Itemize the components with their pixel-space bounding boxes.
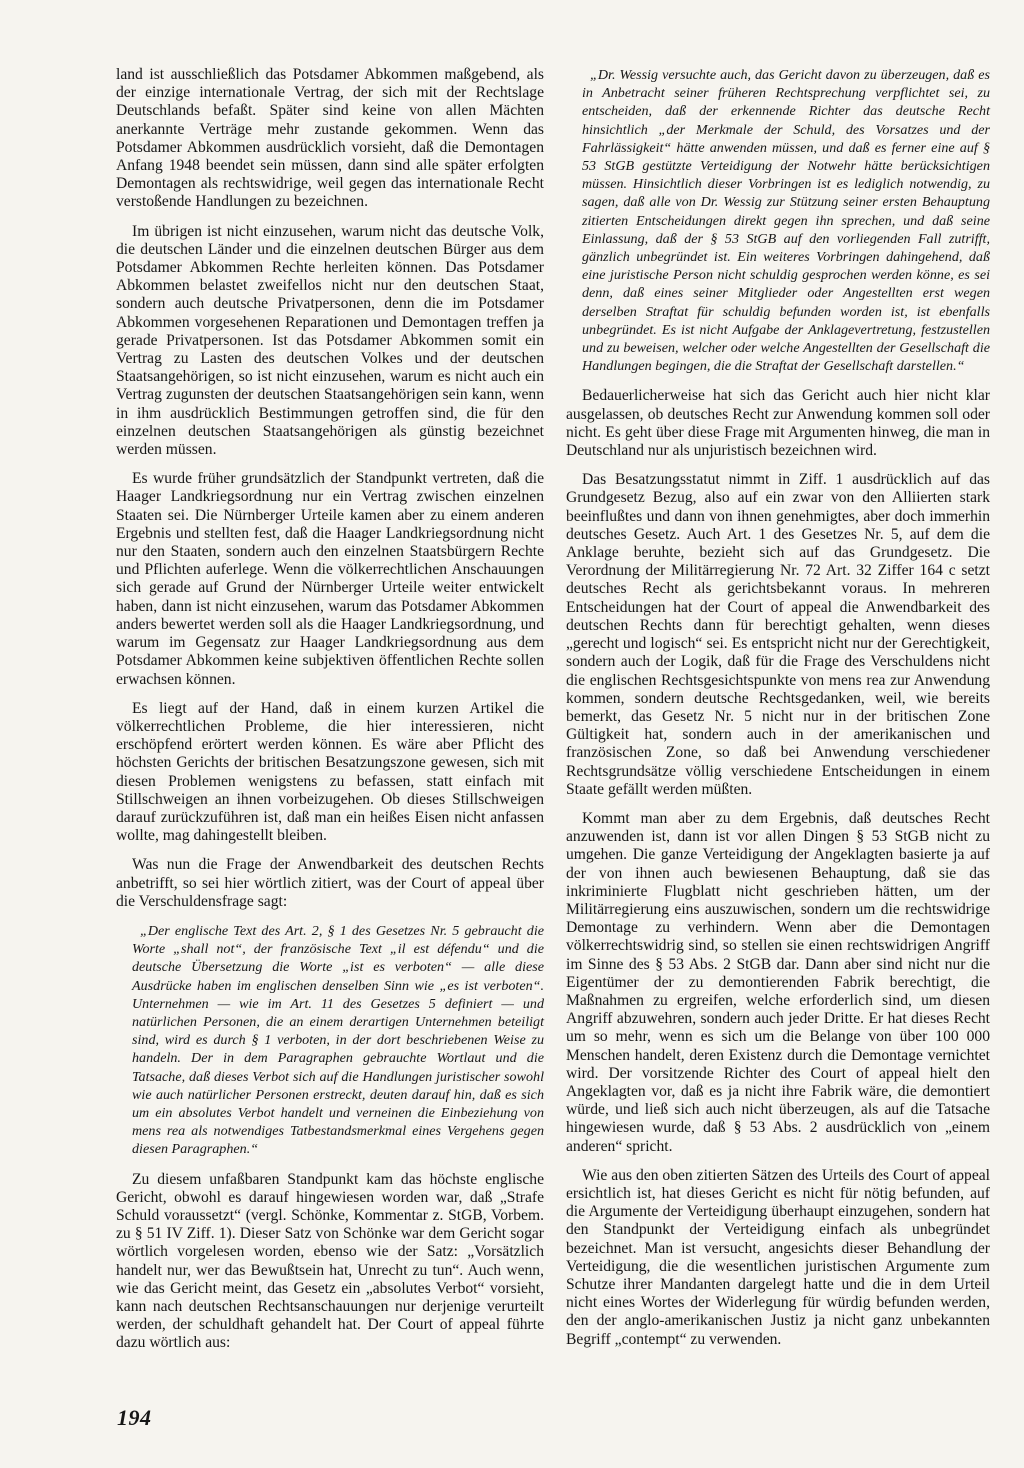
paragraph: Bedauerlicherweise hat sich das Gericht auch hier nicht klar ausgelassen, ob deutsches Recht zur Anwendung kommen soll oder nicht. Es geht über diese Frage mit Argumenten hinweg, die man in Deutschland nur als unjuristisch bezeichnen wird. xyxy=(566,387,990,460)
paragraph: Was nun die Frage der Anwendbarkeit des deutschen Rechts anbetrifft, so sei hier wörtlich zitiert, was der Court of appeal über die Verschuldensfrage sagt: xyxy=(116,856,544,910)
paragraph: Das Besatzungsstatut nimmt in Ziff. 1 ausdrücklich auf das Grundgesetz Bezug, also auf ein zwar von den Alliierten stark beeinflußtes und dann von ihnen genehmigtes, aber doch immerhin deutsches Gesetz. Auch Art. 1 des Gesetzes Nr. 5, auf dem die Anklage beruhte, bezieht sich auf das Grundgesetz. Die Verordnung der Militärregierung Nr. 72 Art. 32 Ziffer 164 c setzt deutsches Recht als gerichtsbekannt voraus. In mehreren Entscheidungen hat der Court of appeal die Anwendbarkeit des deutschen Rechts dann für berechtigt gehalten, wenn dieses „gerecht und logisch“ sei. Es entspricht nicht nur der Gerechtigkeit, sondern auch der Logik, daß für die Frage des Verschuldens nicht die englischen Rechtsgesichtspunkte von mens rea zur Anwendung kommen, sondern deutsche Rechtsgedanken, weil, wie bereits bemerkt, das Gesetz Nr. 5 nicht nur in der britischen Zone Gültigkeit hat, sondern auch in der amerikanischen und französischen Zone, so daß bei Anwendung verschiedener Rechtsgrundsätze völlig verschiedene Entscheidungen in einem Staate gefällt werden müßten. xyxy=(566,471,990,798)
paragraph: Im übrigen ist nicht einzusehen, warum nicht das deutsche Volk, die deutschen Länder und die einzelnen deutschen Bürger aus dem Potsdamer Abkommen Rechte herleiten können. Das Potsdamer Abkommen belastet zweifellos nicht nur den deutschen Staat, sondern auch deutsche Privatpersonen, denn die im Potsdamer Abkommen vorgesehenen Reparationen und Demontagen treffen ja gerade Privatpersonen. Ist das Potsdamer Abkommen somit ein Vertrag zu Lasten des deutschen Volkes und der deutschen Staatsangehörigen, so ist nicht einzusehen, warum es nicht auch ein Vertrag zugunsten der deutschen Staatsangehörigen sein kann, wenn in ihm ausdrücklich Bestimmungen getroffen sind, die für den einzelnen deutschen Staatsangehörigen als günstig bezeichnet werden müssen. xyxy=(116,222,544,459)
paragraph: Kommt man aber zu dem Ergebnis, daß deutsches Recht anzuwenden ist, dann ist vor allen Dingen § 53 StGB nicht zu umgehen. Die ganze Verteidigung der Angeklagten basierte ja auf der von ihnen auch bewiesenen Behauptung, daß sie das inkriminierte Flugblatt nicht geschrieben hätten, um der Militärregierung eins auszuwischen, sondern um die rechtswidrige Demontage zu verhindern. Wenn aber die Demontagen völkerrechtswidrig sind, so stellen sie einen rechtswidrigen Angriff im Sinne des § 53 Abs. 2 StGB dar. Dann aber sind nicht nur die Eigentümer der zu demontierenden Fabrik berechtigt, die Maßnahmen zu ergreifen, welche erforderlich sind, um diesen Angriff abzuwehren, sondern auch jeder Dritte. Er hat dieses Recht um so mehr, wenn es sich um die Belange von über 100 000 Menschen handelt, deren Existenz durch die Demontage vernichtet wird. Der vorsitzende Richter des Court of appeal hielt den Angeklagten vor, daß es ja nicht ihre Fabrik wäre, die demontiert würde, und ließ sich auch nicht überzeugen, als auf die Tatsache hingewiesen wurde, daß § 53 Abs. 2 ausdrücklich von „einem anderen“ spricht. xyxy=(566,809,990,1155)
paragraph: land ist ausschließlich das Potsdamer Abkommen maßgebend, als der einzige internationale Vertrag, der sich mit der Rechtslage Deutschlands befaßt. Später sind keine von allen Mächten anerkannte Verträge mehr zustande gekommen. Wenn das Potsdamer Abkommen ausdrücklich vorsieht, daß die Demontagen Anfang 1948 beendet sein müssen, dann sind alle später erfolgten Demontagen als rechtswidrige, weil gegen das internationale Recht verstoßende Handlungen zu bezeichnen. xyxy=(116,66,544,211)
right-column xyxy=(566,66,990,1360)
block-quote: „Dr. Wessig versuchte auch, das Gericht davon zu überzeugen, daß es in Anbetracht seiner früheren Rechtsprechung verpflichtet sei, zu entscheiden, daß der erkennende Richter das deutsche Recht hinsichtlich „der Merkmale der Schuld, des Vorsatzes und der Fahrlässigkeit“ hätte anwenden müssen, und daß es ferner eine auf § 53 StGB gestützte Verteidigung der Notwehr hätte berücksichtigen müssen. Hinsichtlich dieser Vorbringen ist es lediglich notwendig, zu sagen, daß alle von Dr. Wessig zur Stützung seiner ersten Behauptung zitierten Entscheidungen direkt gegen ihn sprechen, und daß seine Einlassung, daß der § 53 StGB auf den vorliegenden Fall zutrifft, gänzlich unbegründet ist. Ein weiteres Vorbringen dahingehend, daß eine juristische Person nicht schuldig gesprochen werden könne, es sei denn, daß eines seiner Mitglieder oder Angestellten erst wegen derselben Straftat für schuldig befunden worden ist, ist ebenfalls unbegründet. Es ist nicht Aufgabe der Anklagevertretung, festzustellen und zu beweisen, welcher oder welche Angestellten der Gesellschaft die Handlungen begingen, die die Straftat der Gesellschaft darstellen.“ xyxy=(582,67,990,375)
left-column xyxy=(116,66,544,1364)
paragraph: Wie aus den oben zitierten Sätzen des Urteils des Court of appeal ersichtlich ist, hat dieses Gericht es nicht für nötig befunden, auf die Argumente der Verteidigung überhaupt einzugehen, sondern hat den Standpunkt der Verteidigung einfach als unbegründet bezeichnet. Man ist versucht, angesichts dieser Behandlung der Verteidigung, die die wesentlichen juristischen Argumente zum Schutze ihrer Mandanten dargelegt hatte und die in dem Urteil nicht eines Wortes der Widerlegung für würdig befunden werden, den der anglo-amerikanischen Justiz ja nicht ganz unbekannten Begriff „contempt“ zu verwenden. xyxy=(566,1166,990,1348)
block-quote: „Der englische Text des Art. 2, § 1 des Gesetzes Nr. 5 gebraucht die Worte „shall not“, der französische Text „il est défendu“ und die deutsche Übersetzung die Worte „ist es verboten“ — alle diese Ausdrücke haben im englischen denselben Sinn wie „es ist verboten“. Unternehmen — wie im Art. 11 des Gesetzes 5 definiert — und natürlichen Personen, die an einem derartigen Unternehmen beteiligt sind, wird es durch § 1 verboten, in der dort beschriebenen Weise zu handeln. Der in dem Paragraphen gebrauchte Wortlaut und die Tatsache, daß dieses Verbot sich auf die Handlungen juristischer sowohl wie auch natürlicher Personen erstreckt, deuten darauf hin, daß es sich um ein absolutes Verbot handelt und verneinen die Einbeziehung von mens rea als notwendiges Tatbestandsmerkmal eines Vergehens gegen diesen Paragraphen.“ xyxy=(132,922,544,1158)
page-number: 194 xyxy=(117,1405,152,1430)
paragraph: Es liegt auf der Hand, daß in einem kurzen Artikel die völkerrechtlichen Probleme, die hier interessieren, nicht erschöpfend erörtert werden können. Es wäre aber Pflicht des höchsten Gerichts der britischen Besatzungszone gewesen, sich mit diesen Problemen wenigstens zu befassen, statt einfach mit Stillschweigen an ihnen vorbeizugehen. Ob dieses Stillschweigen darauf zurückzuführen ist, daß man ein heißes Eisen nicht anfassen wollte, mag dahingestellt bleiben. xyxy=(116,699,544,845)
paragraph: Zu diesem unfaßbaren Standpunkt kam das höchste englische Gericht, obwohl es darauf hingewiesen worden war, daß „Strafe Schuld voraussetzt“ (vergl. Schönke, Kommentar z. StGB, Vorbem. zu § 51 IV Ziff. 1). Dieser Satz von Schönke war dem Gericht sogar wörtlich vorgelesen worden, ebenso wie der Satz: „Vorsätzlich handelt nur, wer das Bewußtsein hat, Unrecht zu tun“. Auch wenn, wie das Gericht meint, das Gesetz ein „absolutes Verbot“ vorsieht, kann nach deutschen Rechtsanschauungen nur derjenige verurteilt werden, der schuldhaft gehandelt hat. Der Court of appeal führte dazu wörtlich aus: xyxy=(116,1170,544,1352)
paragraph: Es wurde früher grundsätzlich der Standpunkt vertreten, daß die Haager Landkriegsordnung nur ein Vertrag zwischen einzelnen Staaten sei. Die Nürnberger Urteile kamen aber zu einem anderen Ergebnis und stellten fest, daß die Haager Landkriegsordnung nicht nur den Staaten, sondern auch den einzelnen Staatsbürgern Rechte und Pflichten auferlege. Wenn die völkerrechtlichen Anschauungen sich gerade auf Grund der Nürnberger Urteile weiter entwickelt haben, dann ist nicht einzusehen, warum das Potsdamer Abkommen anders bewertet werden soll als die Haager Landkriegsordnung, und warum im Gegensatz zur Haager Landkriegsordnung aus dem Potsdamer Abkommen keine subjektiven öffentlichen Rechte sollen erwachsen können. xyxy=(116,470,544,688)
